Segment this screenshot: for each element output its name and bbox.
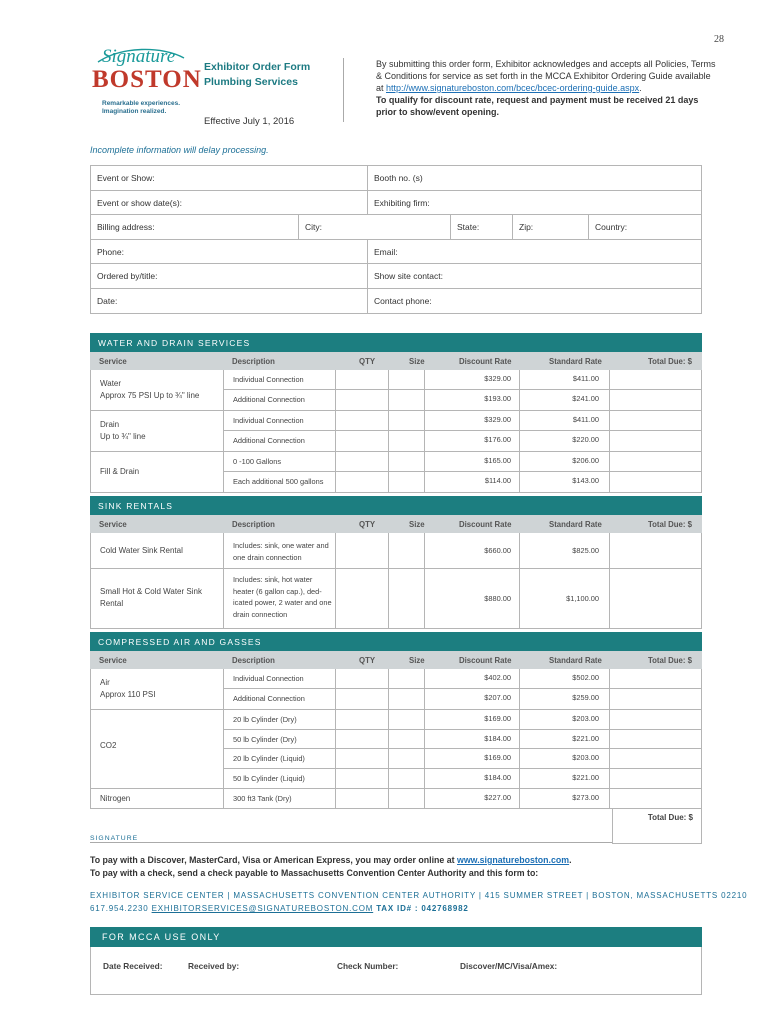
page-number: 28 bbox=[714, 34, 724, 45]
table-row bbox=[91, 710, 701, 789]
signature-boston-logo bbox=[92, 44, 202, 120]
payment-instructions bbox=[90, 854, 572, 880]
size-input[interactable] bbox=[389, 710, 425, 729]
total-input[interactable] bbox=[610, 452, 701, 471]
standard-rate: $241.00 bbox=[520, 390, 610, 410]
phone-field[interactable]: Phone: bbox=[91, 240, 368, 264]
air-service-label: Air Approx 110 PSI bbox=[91, 669, 224, 709]
drain-service-label: Drain Up to ¾" line bbox=[91, 411, 224, 451]
discount-rate: $176.00 bbox=[425, 431, 520, 451]
qty-input[interactable] bbox=[336, 431, 389, 451]
standard-rate: $143.00 bbox=[520, 472, 610, 492]
col-discount: Discount Rate bbox=[459, 656, 512, 665]
terms-text: By submitting this order form, Exhibitor acknowledges and accepts all Policies, Terms & Conditions for service as set forth in the MCCA Exhibitor Ordering Guide available at http://www.signatureboston.com/bcec/bcec-ordering-guide.aspx. To qualify for discount rate, request and payment must be received 21 days prior to show/event opening. bbox=[376, 59, 716, 117]
size-input[interactable] bbox=[389, 669, 425, 688]
size-input[interactable] bbox=[389, 789, 425, 808]
row-description: Includes: sink, hot water heater (6 gallon cap.), ded-icated power, 2 water and one drain connection bbox=[224, 569, 336, 628]
contact-address: EXHIBITOR SERVICE CENTER | MASSACHUSETTS CONVENTION CENTER AUTHORITY | 415 SUMMER STREET | BOSTON, MASSACHUSETTS 02210 bbox=[90, 891, 748, 900]
effective-date: Effective July 1, 2016 bbox=[204, 116, 295, 127]
size-input[interactable] bbox=[389, 370, 425, 389]
signature-line[interactable] bbox=[90, 842, 612, 843]
check-number-label: Check Number: bbox=[337, 961, 399, 971]
water-table bbox=[90, 370, 702, 493]
row-description: 20 lb Cylinder (Dry) bbox=[224, 710, 336, 729]
row-description: 300 ft3 Tank (Dry) bbox=[224, 789, 336, 808]
row-description: Includes: sink, one water and one drain connection bbox=[224, 533, 336, 568]
logo-tagline-1: Remarkable experiences. bbox=[102, 100, 181, 107]
col-standard: Standard Rate bbox=[549, 520, 602, 529]
qty-input[interactable] bbox=[336, 689, 389, 709]
city-field[interactable]: City: bbox=[299, 215, 451, 239]
standard-rate: $1,100.00 bbox=[520, 569, 610, 628]
standard-rate: $273.00 bbox=[520, 789, 610, 808]
fill-service-label: Fill & Drain bbox=[91, 452, 224, 492]
air-table bbox=[90, 669, 702, 809]
standard-rate: $502.00 bbox=[520, 669, 610, 688]
size-input[interactable] bbox=[389, 689, 425, 709]
size-input[interactable] bbox=[389, 390, 425, 410]
state-field[interactable]: State: bbox=[451, 215, 513, 239]
logo-boston: BOSTON bbox=[92, 66, 202, 93]
size-input[interactable] bbox=[389, 769, 425, 789]
payment-line1-end: . bbox=[569, 855, 572, 865]
date-field[interactable]: Date: bbox=[91, 289, 368, 314]
col-size: Size bbox=[409, 357, 425, 366]
qty-input[interactable] bbox=[336, 749, 389, 768]
card-type-label: Discover/MC/Visa/Amex: bbox=[460, 961, 558, 971]
standard-rate: $259.00 bbox=[520, 689, 610, 709]
table-row bbox=[91, 533, 701, 569]
standard-rate: $203.00 bbox=[520, 749, 610, 768]
total-input[interactable] bbox=[610, 370, 701, 389]
row-description: Individual Connection bbox=[224, 370, 336, 389]
col-standard: Standard Rate bbox=[549, 357, 602, 366]
qty-input[interactable] bbox=[336, 472, 389, 492]
discount-rate: $207.00 bbox=[425, 689, 520, 709]
ordered-by-field[interactable]: Ordered by/title: bbox=[91, 264, 368, 288]
qty-input[interactable] bbox=[336, 730, 389, 749]
email-field[interactable]: Email: bbox=[374, 246, 398, 257]
table-row bbox=[91, 789, 701, 809]
qty-input[interactable] bbox=[336, 390, 389, 410]
co2-service-label: CO2 bbox=[91, 710, 224, 788]
col-total: Total Due: $ bbox=[647, 656, 692, 665]
size-input[interactable] bbox=[389, 749, 425, 768]
qty-input[interactable] bbox=[336, 710, 389, 729]
table-row bbox=[91, 669, 701, 710]
row-description: 0 -100 Gallons bbox=[224, 452, 336, 471]
form-title bbox=[204, 60, 310, 90]
col-discount: Discount Rate bbox=[459, 520, 512, 529]
col-service: Service bbox=[99, 357, 127, 366]
size-input[interactable] bbox=[389, 533, 425, 568]
qty-input[interactable] bbox=[336, 569, 389, 628]
sink-column-header bbox=[90, 515, 702, 533]
size-input[interactable] bbox=[389, 431, 425, 451]
discount-rate: $184.00 bbox=[425, 730, 520, 749]
standard-rate: $203.00 bbox=[520, 710, 610, 729]
standard-rate: $825.00 bbox=[520, 533, 610, 568]
signature-label: SIGNATURE bbox=[90, 835, 139, 842]
qty-input[interactable] bbox=[336, 411, 389, 430]
logo-script: Signature bbox=[102, 46, 176, 67]
col-description: Description bbox=[232, 656, 275, 665]
form-title-line1: Exhibitor Order Form bbox=[204, 61, 311, 73]
col-total: Total Due: $ bbox=[647, 520, 692, 529]
contact-phone: 617.954.2230 bbox=[90, 904, 149, 913]
table-row bbox=[91, 569, 701, 629]
qty-input[interactable] bbox=[336, 769, 389, 789]
ordering-guide-link[interactable]: http://www.signatureboston.com/bcec/bcec-ordering-guide.aspx bbox=[386, 83, 640, 93]
discount-rate: $169.00 bbox=[425, 749, 520, 768]
row-description: Additional Connection bbox=[224, 689, 336, 709]
discount-rate: $184.00 bbox=[425, 769, 520, 789]
mcca-use-box bbox=[90, 947, 702, 995]
qty-input[interactable] bbox=[336, 533, 389, 568]
water-column-header bbox=[90, 352, 702, 370]
total-input[interactable] bbox=[610, 390, 701, 410]
standard-rate: $411.00 bbox=[520, 370, 610, 389]
col-qty: QTY bbox=[359, 656, 376, 665]
nitrogen-service-label: Nitrogen bbox=[91, 789, 224, 808]
service-label: Cold Water Sink Rental bbox=[91, 533, 224, 568]
sink-section-header: SINK RENTALS bbox=[90, 496, 702, 515]
payment-line1: To pay with a Discover, MasterCard, Visa or American Express, you may order online at bbox=[90, 855, 457, 865]
size-input[interactable] bbox=[389, 411, 425, 430]
exhibitor-info-table bbox=[90, 165, 702, 314]
total-input[interactable] bbox=[610, 533, 701, 568]
qty-input[interactable] bbox=[336, 452, 389, 471]
discount-rate: $193.00 bbox=[425, 390, 520, 410]
row-description: Individual Connection bbox=[224, 669, 336, 688]
dates-field[interactable]: Event or show date(s): bbox=[91, 191, 368, 215]
row-description: 50 lb Cylinder (Liquid) bbox=[224, 769, 336, 789]
row-description: 50 lb Cylinder (Dry) bbox=[224, 730, 336, 749]
table-row bbox=[91, 411, 701, 452]
discount-rate: $329.00 bbox=[425, 370, 520, 389]
row-description: Additional Connection bbox=[224, 431, 336, 451]
service-label: Small Hot & Cold Water Sink Rental bbox=[91, 569, 224, 628]
grand-total-field[interactable]: Total Due: $ bbox=[612, 808, 702, 844]
discount-rate: $880.00 bbox=[425, 569, 520, 628]
col-service: Service bbox=[99, 520, 127, 529]
qty-input[interactable] bbox=[336, 789, 389, 808]
terms-body: By submitting this order form, Exhibitor acknowledges and accepts all Policies, Terms & Conditions for service as set forth in the MCCA Exhibitor Ordering Guide available at bbox=[376, 59, 716, 93]
row-description: 20 lb Cylinder (Liquid) bbox=[224, 749, 336, 768]
col-description: Description bbox=[232, 357, 275, 366]
col-description: Description bbox=[232, 520, 275, 529]
discount-rate: $402.00 bbox=[425, 669, 520, 688]
total-input[interactable] bbox=[610, 710, 701, 729]
col-size: Size bbox=[409, 656, 425, 665]
col-service: Service bbox=[99, 656, 127, 665]
col-discount: Discount Rate bbox=[459, 357, 512, 366]
order-online-link[interactable]: www.signatureboston.com bbox=[457, 855, 570, 865]
col-total: Total Due: $ bbox=[647, 357, 692, 366]
table-row bbox=[91, 370, 701, 411]
size-input[interactable] bbox=[389, 472, 425, 492]
contact-email-link[interactable]: EXHIBITORSERVICES@SIGNATUREBOSTON.COM bbox=[151, 904, 374, 913]
tax-id: TAX ID# : 042768982 bbox=[376, 904, 469, 913]
col-qty: QTY bbox=[359, 520, 376, 529]
standard-rate: $206.00 bbox=[520, 452, 610, 471]
discount-notice: To qualify for discount rate, request and payment must be received 21 days prior to show/event opening. bbox=[376, 95, 699, 117]
contact-phone-field[interactable]: Contact phone: bbox=[374, 295, 432, 306]
air-column-header bbox=[90, 651, 702, 669]
mcca-section-header: FOR MCCA USE ONLY bbox=[90, 927, 702, 947]
header-divider bbox=[343, 58, 344, 122]
site-contact-field[interactable]: Show site contact: bbox=[374, 271, 443, 281]
logo-tagline-2: Imagination realized. bbox=[102, 108, 167, 115]
incomplete-note: Incomplete information will delay processing. bbox=[90, 145, 269, 155]
received-by-label: Received by: bbox=[188, 961, 240, 971]
discount-rate: $169.00 bbox=[425, 710, 520, 729]
zip-field[interactable]: Zip: bbox=[513, 215, 589, 239]
standard-rate: $411.00 bbox=[520, 411, 610, 430]
water-section-header: WATER AND DRAIN SERVICES bbox=[90, 333, 702, 352]
standard-rate: $221.00 bbox=[520, 730, 610, 749]
sink-table bbox=[90, 533, 702, 629]
size-input[interactable] bbox=[389, 730, 425, 749]
col-standard: Standard Rate bbox=[549, 656, 602, 665]
event-field[interactable]: Event or Show: bbox=[91, 166, 368, 190]
country-field[interactable]: Country: bbox=[595, 222, 628, 232]
total-input[interactable] bbox=[610, 789, 701, 808]
booth-field[interactable]: Booth no. (s) bbox=[374, 173, 423, 183]
total-input[interactable] bbox=[610, 411, 701, 430]
air-section-header: COMPRESSED AIR AND GASSES bbox=[90, 632, 702, 651]
discount-rate: $165.00 bbox=[425, 452, 520, 471]
total-input[interactable] bbox=[610, 749, 701, 768]
date-received-label: Date Received: bbox=[103, 961, 163, 971]
col-size: Size bbox=[409, 520, 425, 529]
discount-rate: $660.00 bbox=[425, 533, 520, 568]
discount-rate: $114.00 bbox=[425, 472, 520, 492]
qty-input[interactable] bbox=[336, 370, 389, 389]
total-input[interactable] bbox=[610, 769, 701, 789]
payment-line2: To pay with a check, send a check payable to Massachusetts Convention Center Authority and this form to: bbox=[90, 868, 539, 878]
size-input[interactable] bbox=[389, 452, 425, 471]
contact-info bbox=[90, 889, 747, 915]
table-row bbox=[91, 452, 701, 493]
firm-field[interactable]: Exhibiting firm: bbox=[374, 197, 430, 208]
total-input[interactable] bbox=[610, 730, 701, 749]
qty-input[interactable] bbox=[336, 669, 389, 688]
total-input[interactable] bbox=[610, 669, 701, 688]
form-title-line2: Plumbing Services bbox=[204, 76, 298, 88]
billing-field[interactable]: Billing address: bbox=[91, 215, 299, 239]
row-description: Each additional 500 gallons bbox=[224, 472, 336, 492]
total-input[interactable] bbox=[610, 472, 701, 492]
discount-rate: $329.00 bbox=[425, 411, 520, 430]
water-service-label: Water Approx 75 PSI Up to ¾" line bbox=[91, 370, 224, 410]
total-input[interactable] bbox=[610, 431, 701, 451]
col-qty: QTY bbox=[359, 357, 376, 366]
total-input[interactable] bbox=[610, 689, 701, 709]
total-input[interactable] bbox=[610, 569, 701, 628]
discount-rate: $227.00 bbox=[425, 789, 520, 808]
row-description: Additional Connection bbox=[224, 390, 336, 410]
standard-rate: $220.00 bbox=[520, 431, 610, 451]
size-input[interactable] bbox=[389, 569, 425, 628]
standard-rate: $221.00 bbox=[520, 769, 610, 789]
row-description: Individual Connection bbox=[224, 411, 336, 430]
